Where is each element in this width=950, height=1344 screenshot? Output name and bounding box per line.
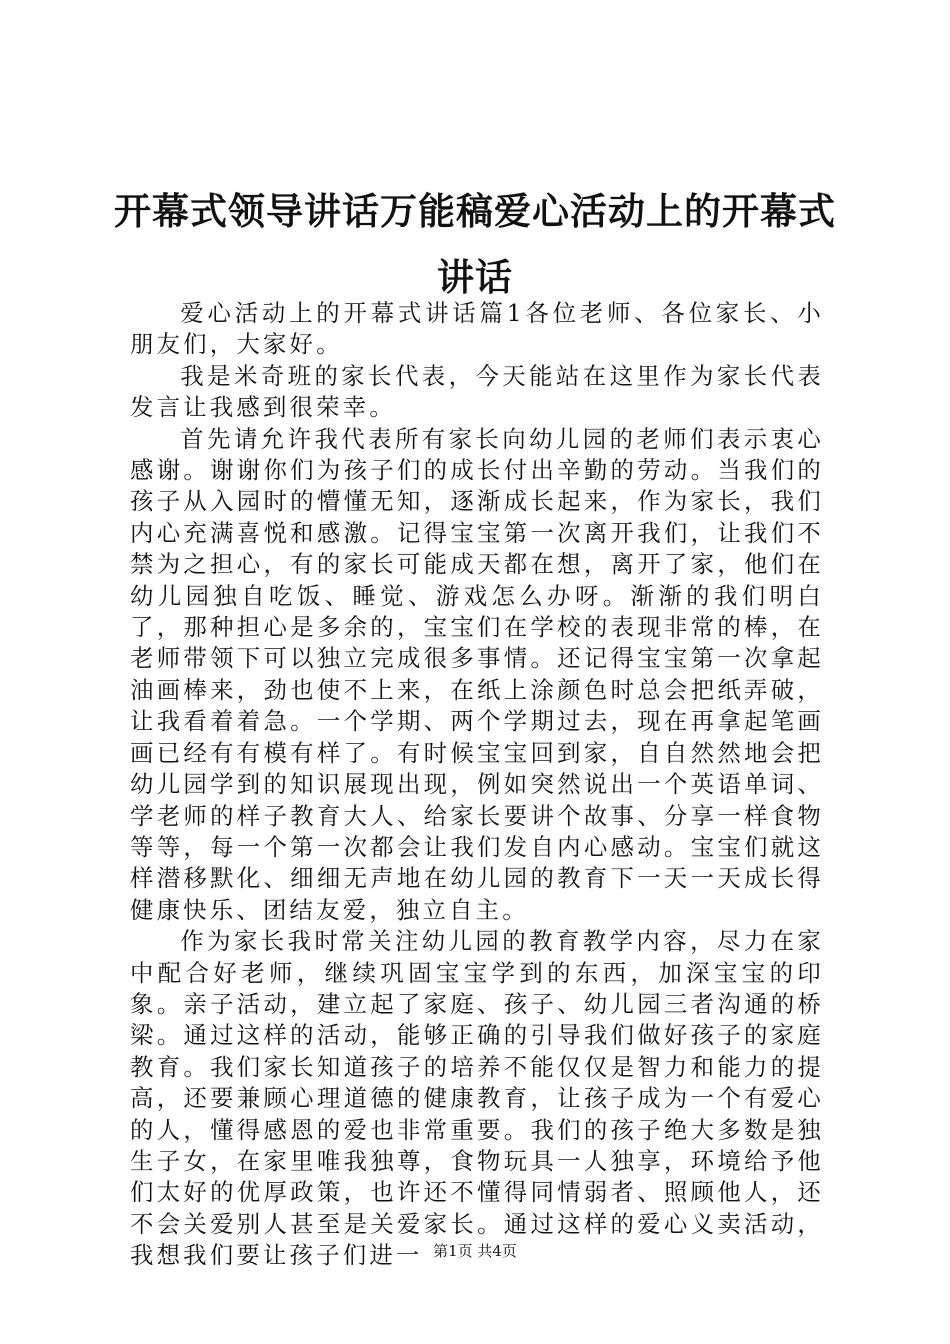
paragraph-3: 首先请允许我代表所有家长向幼儿园的老师们表示衷心感谢。谢谢你们为孩子们的成长付出辛勤的劳动。当我们的孩子从入园时的懵懂无知，逐渐成长起来，作为家长，我们内心充满喜悦和感激。记得宝宝第一次离开我们，让我们不禁为之担心，有的家长可能成天都在想，离开了家，他们在幼儿园独自吃饭、睡觉、游戏怎么办呀。渐渐的我们明白了，那种担心是多余的，宝宝们在学校的表现非常的棒，在老师带领下可以独立完成很多事情。还记得宝宝第一次拿起油画棒来，劲也使不上来，在纸上涂颜色时总会把纸弄破，让我看着着急。一个学期、两个学期过去，现在再拿起笔画画已经有有模有样了。有时候宝宝回到家，自自然然地会把幼儿园学到的知识展现出现，例如突然说出一个英语单词、学老师的样子教育大人、给家长要讲个故事、分享一样食物等等，每一个第一次都会让我们发自内心感动。宝宝们就这样潜移默化、细细无声地在幼儿园的教育下一天一天成长得健康快乐、团结友爱，独立自主。 — [130, 424, 824, 924]
page-number-footer: 第1页 共4页 — [433, 1242, 517, 1260]
paragraph-2: 我是米奇班的家长代表，今天能站在这里作为家长代表发言让我感到很荣幸。 — [130, 361, 824, 422]
page-title: 开幕式领导讲话万能稿爱心活动上的开幕式讲话 — [114, 189, 836, 299]
document-body — [130, 298, 824, 1272]
paragraph-1: 爱心活动上的开幕式讲话篇1各位老师、各位家长、小朋友们，大家好。 — [130, 299, 824, 359]
paragraph-4: 作为家长我时常关注幼儿园的教育教学内容，尽力在家中配合好老师，继续巩固宝宝学到的东西，加深宝宝的印象。亲子活动，建立起了家庭、孩子、幼儿园三者沟通的桥梁。通过这样的活动，能够正确的引导我们做好孩子的家庭教育。我们家长知道孩子的培养不能仅仅是智力和能力的提高，还要兼顾心理道德的健康教育，让孩子成为一个有爱心的人，懂得感恩的爱也非常重要。我们的孩子绝大多数是独生子女，在家里唯我独尊，食物玩具一人独享，环境给予他们太好的优厚政策，也许还不懂得同情弱者、照顾他人，还不会关爱别人甚至是关爱家长。通过这样的爱心义卖活动，我想我们要让孩子们进一 — [130, 927, 824, 1270]
